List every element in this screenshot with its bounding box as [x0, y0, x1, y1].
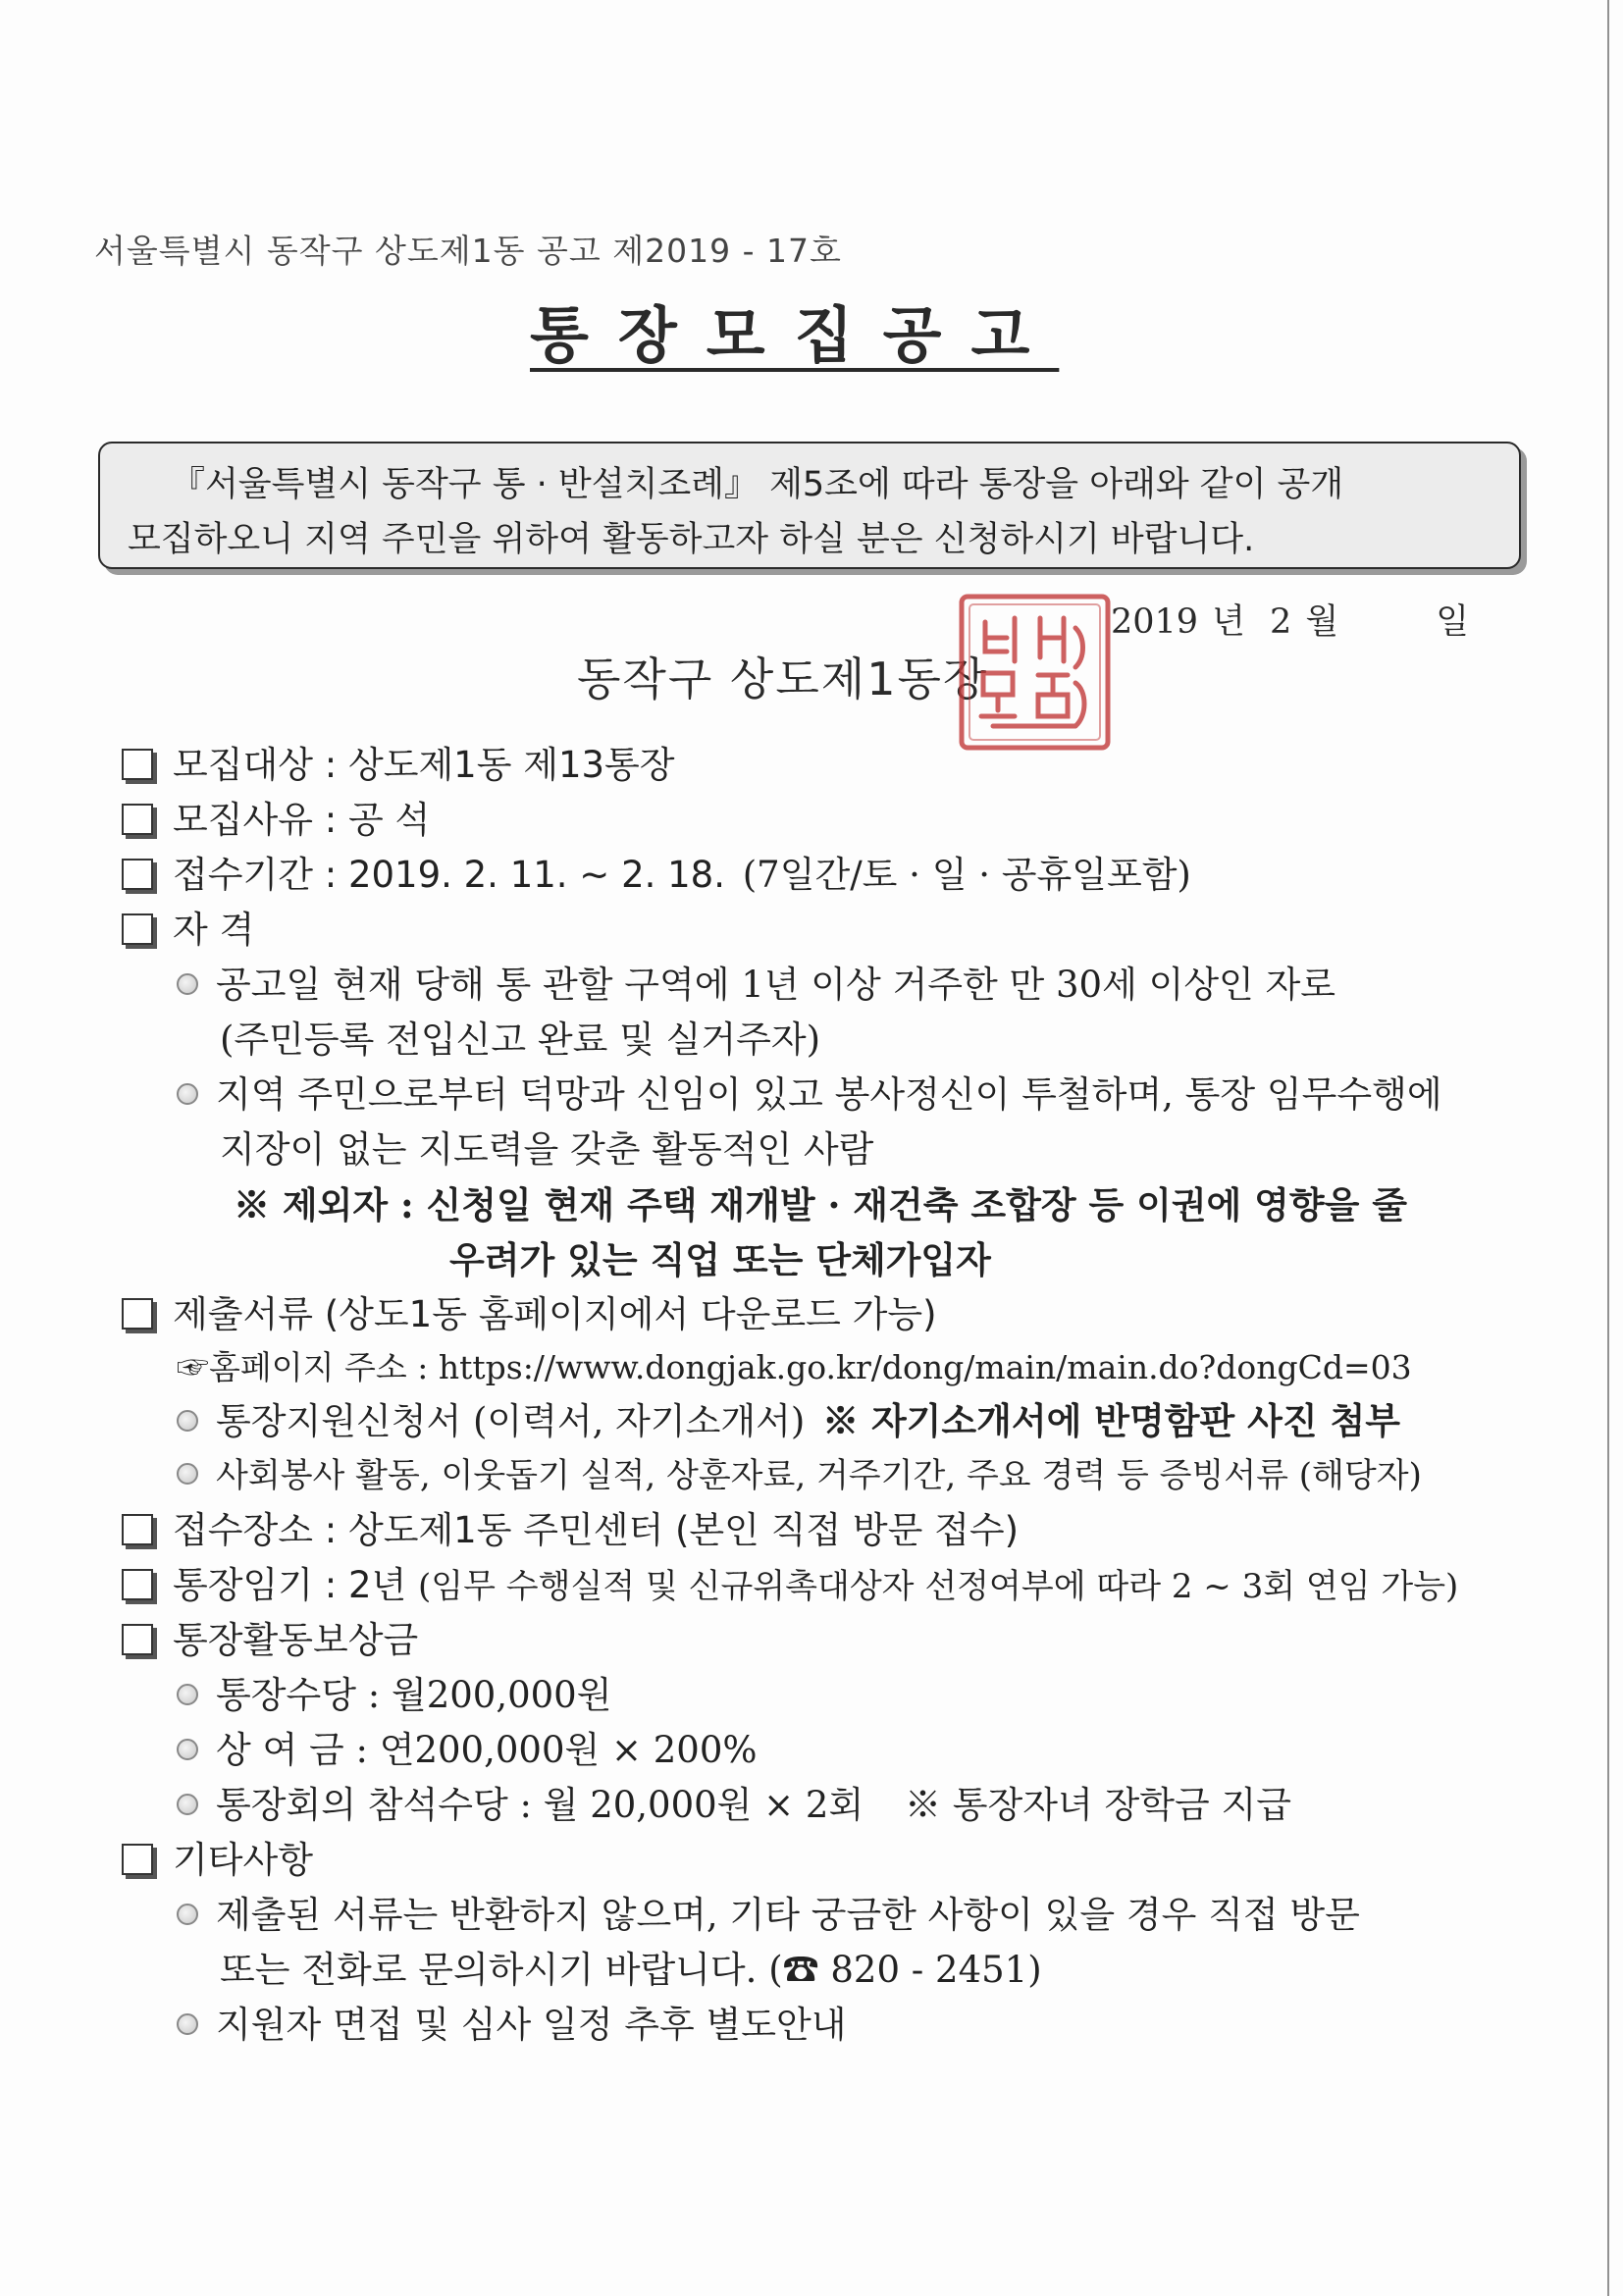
date-year: 2019 — [1111, 602, 1199, 642]
circle-bullet-icon — [177, 973, 198, 995]
circle-bullet-icon — [177, 1083, 198, 1105]
date-month: 2 — [1270, 602, 1292, 642]
term-note: (임무 수행실적 및 신규위촉대상자 선정여부에 따라 2 ~ 3회 연임 가능) — [418, 1567, 1459, 1606]
target-text: 모집대상 : 상도제1동 제13통장 — [173, 744, 675, 786]
list-item — [116, 738, 1529, 793]
qualification-2a: 지역 주민으로부터 덕망과 신임이 있고 봉사정신이 투철하며, 통장 임무수행에 — [216, 1073, 1442, 1116]
etc-2: 지원자 면접 및 심사 일정 추후 별도안내 — [216, 2004, 847, 2046]
list-item — [116, 1723, 1529, 1778]
checkbox-bullet-icon — [122, 1569, 153, 1600]
circle-bullet-icon — [177, 1739, 198, 1760]
notice-date — [1111, 595, 1483, 644]
homepage-url: ☞홈페이지 주소 : https://www.dongjak.go.kr/dong/main/main.do?dongCd=03 — [177, 1348, 1412, 1386]
list-item — [116, 1232, 1529, 1287]
checkbox-bullet-icon — [122, 1844, 153, 1875]
circle-bullet-icon — [177, 1410, 198, 1432]
qualification-1a: 공고일 현재 당해 통 관할 구역에 1년 이상 거주한 만 30세 이상인 자로 — [216, 964, 1336, 1006]
reward-3: 통장회의 참석수당 : 월 20,000원 × 2회 — [216, 1784, 864, 1826]
list-item — [116, 848, 1529, 903]
issuer-name: 동작구 상도제1동장 — [577, 652, 989, 705]
list-item — [116, 1068, 1529, 1122]
doc-2: 사회봉사 활동, 이웃돕기 실적, 상훈자료, 거주기간, 주요 경력 등 증빙서류 (해당자) — [216, 1456, 1422, 1495]
period-text: 접수기간 : 2019. 2. 11. ~ 2. 18. — [173, 854, 725, 896]
doc-1: 통장지원신청서 (이력서, 자기소개서) — [216, 1400, 806, 1442]
period-note: (7일간/토 · 일 · 공휴일포함) — [742, 854, 1191, 896]
etc-1b: 또는 전화로 문의하시기 바랍니다. (☎ 820 - 2451) — [220, 1949, 1042, 1991]
reward-2: 상 여 금 : 연200,000원 × 200% — [216, 1729, 758, 1771]
list-item — [116, 1613, 1529, 1668]
documents-label: 제출서류 (상도1동 홈페이지에서 다운로드 가능) — [173, 1293, 937, 1335]
qualification-2b: 지장이 없는 지도력을 갖춘 활동적인 사람 — [220, 1128, 874, 1171]
checkbox-bullet-icon — [122, 1514, 153, 1545]
checkbox-bullet-icon — [122, 1624, 153, 1655]
reason-text: 모집사유 : 공 석 — [173, 799, 431, 841]
list-item — [116, 1943, 1529, 1998]
checkbox-bullet-icon — [122, 859, 153, 890]
date-year-unit: 년 — [1212, 602, 1245, 642]
exclusion-line-1: ※ 제외자 : 신청일 현재 주택 재개발 · 재건축 조합장 등 이권에 영향을 줄 — [234, 1183, 1408, 1226]
date-day-unit: 일 — [1436, 602, 1470, 642]
official-seal-icon — [954, 589, 1116, 756]
circle-bullet-icon — [177, 1684, 198, 1705]
scan-edge-line — [1607, 0, 1609, 2296]
circle-bullet-icon — [177, 2013, 198, 2035]
list-item — [116, 1668, 1529, 1723]
qualification-1b: (주민등록 전입신고 완료 및 실거주자) — [220, 1018, 821, 1061]
intro-box — [98, 442, 1521, 569]
qualification-label: 자 격 — [173, 909, 255, 951]
list-item — [116, 1122, 1529, 1177]
list-item — [116, 903, 1529, 958]
list-item — [116, 1013, 1529, 1068]
list-item — [116, 1558, 1529, 1613]
reward-3-note: ※ 통장자녀 장학금 지급 — [904, 1784, 1291, 1826]
list-item — [116, 1998, 1529, 2053]
list-item — [116, 793, 1529, 848]
list-item — [116, 1888, 1529, 1943]
notice-number: 서울특별시 동작구 상도제1동 공고 제2019 - 17호 — [94, 232, 842, 270]
circle-bullet-icon — [177, 1794, 198, 1815]
reward-1: 통장수당 : 월200,000원 — [216, 1674, 612, 1716]
intro-line-2: 모집하오니 지역 주민을 위하여 활동하고자 하실 분은 신청하시기 바랍니다. — [128, 520, 1255, 559]
place-text: 접수장소 : 상도제1동 주민센터 (본인 직접 방문 접수) — [173, 1509, 1020, 1551]
etc-1a: 제출된 서류는 반환하지 않으며, 기타 궁금한 사항이 있을 경우 직접 방문 — [216, 1894, 1360, 1936]
list-item — [116, 1287, 1529, 1342]
etc-label: 기타사항 — [173, 1839, 313, 1881]
list-item — [116, 1778, 1529, 1833]
list-item — [116, 1393, 1529, 1448]
list-item — [116, 958, 1529, 1013]
checkbox-bullet-icon — [122, 1298, 153, 1330]
list-item — [116, 1448, 1529, 1503]
checkbox-bullet-icon — [122, 749, 153, 780]
exclusion-line-2: 우려가 있는 직업 또는 단체가입자 — [449, 1238, 991, 1281]
term-label: 통장임기 : 2년 — [173, 1564, 407, 1606]
list-item — [116, 1503, 1529, 1558]
notice-body — [116, 738, 1529, 2053]
reward-label: 통장활동보상금 — [173, 1619, 419, 1661]
checkbox-bullet-icon — [122, 913, 153, 945]
circle-bullet-icon — [177, 1463, 198, 1485]
list-item — [116, 1342, 1529, 1393]
list-item — [116, 1833, 1529, 1888]
circle-bullet-icon — [177, 1904, 198, 1925]
doc-1-note: ※ 자기소개서에 반명함판 사진 첨부 — [822, 1399, 1400, 1442]
checkbox-bullet-icon — [122, 804, 153, 835]
list-item — [116, 1177, 1529, 1232]
page-title: 통장모집공고 — [530, 299, 1060, 371]
date-month-unit: 월 — [1305, 602, 1339, 642]
intro-line-1: 『서울특별시 동작구 통 · 반설치조례』 제5조에 따라 통장을 아래와 같이 공개 — [171, 465, 1344, 504]
